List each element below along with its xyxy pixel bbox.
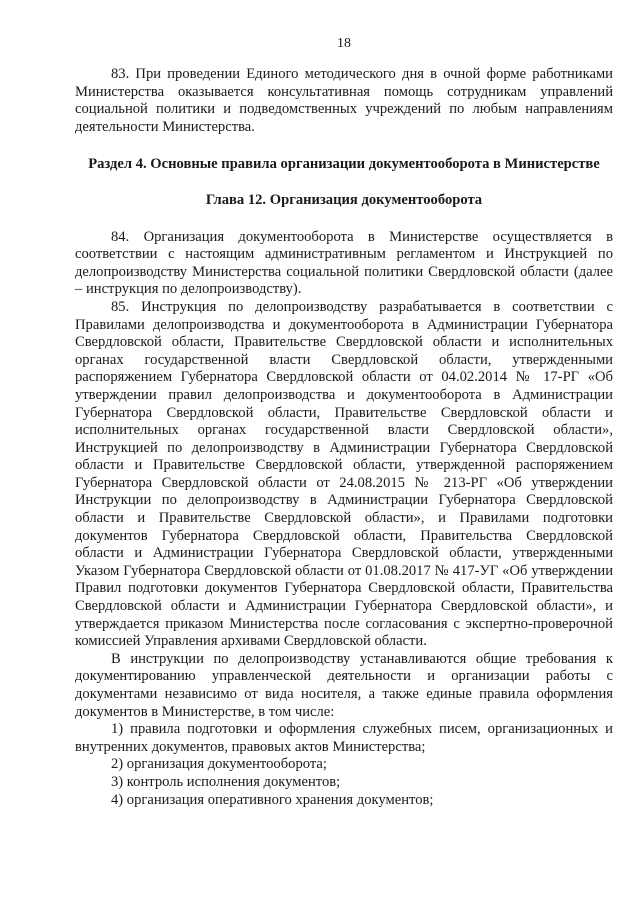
list-item: 2) организация документооборота; [111,756,327,773]
list-item: 3) контроль исполнения документов; [111,773,341,790]
paragraph-requirements: В инструкции по делопроизводству устанавливаются общие требования к документированию управленческой деятельности и организации работы с документами независимо от вида носителя, а также единые правила оформления документов в Министерстве, в том числе: [75,650,613,720]
paragraph-83: 83. При проведении Единого методического дня в очной форме работниками Министерства оказывается консультативная помощь сотрудникам управлений социальной политики и подведомственных учреждений по любым направлениям деятельности Министерства. [75,66,613,135]
list-item: 1) правила подготовки и оформления служебных писем, организационных и внутренних документов, правовых актов Министерства; [75,721,613,755]
paragraph-85: 85. Инструкция по делопроизводству разрабатывается в соответствии с Правилами делопроизводства и документооборота в Администрации Губернатора Свердловской области, Правительстве Свердловской области и исполнительных органах государственной власти Свердловской области, утвержденными распоряжением Губернатора Свердловской области от 04.02.2014 № 17-РГ «Об утверждении правил делопроизводства и документооборота в Администрации Губернатора Свердловской области, Правительстве Свердловской области и исполнительных органах государственной власти Свердловской области», Инструкцией по делопроизводству в Администрации Губернатора Свердловской области и Правительстве Свердловской области, утвержденной распоряжением Губернатора Свердловской области от 24.08.2015 № 213-РГ «Об утверждении Инструкции по делопроизводству в Администрации Губернатора Свердловской области и Правительстве Свердловской области», и Правилами подготовки документов Губернатора Свердловской области, Правительства Свердловской области и Администрации Губернатора Свердловской области, утвержденными Указом Губернатора Свердловской области от 01.08.2017 № 417-УГ «Об утверждении Правил подготовки документов Губернатора Свердловской области, Правительства Свердловской области и Администрации Губернатора Свердловской области», и утверждается приказом Министерства после согласования с экспертно-проверочной комиссией Управления архивами Свердловской области. [75,298,613,650]
section-title: Раздел 4. Основные правила организации документооборота в Министерстве [88,156,600,173]
list-item: 4) организация оперативного хранения документов; [111,791,434,808]
page-number: 18 [337,36,351,51]
chapter-title: Глава 12. Организация документооборота [205,191,483,208]
paragraph-84: 84. Организация документооборота в Министерстве осуществляется в соответствии с настоящим административным регламентом и Инструкцией по делопроизводству Министерства социальной политики Свердловской области (далее – инструкция по делопроизводству). [75,228,613,298]
